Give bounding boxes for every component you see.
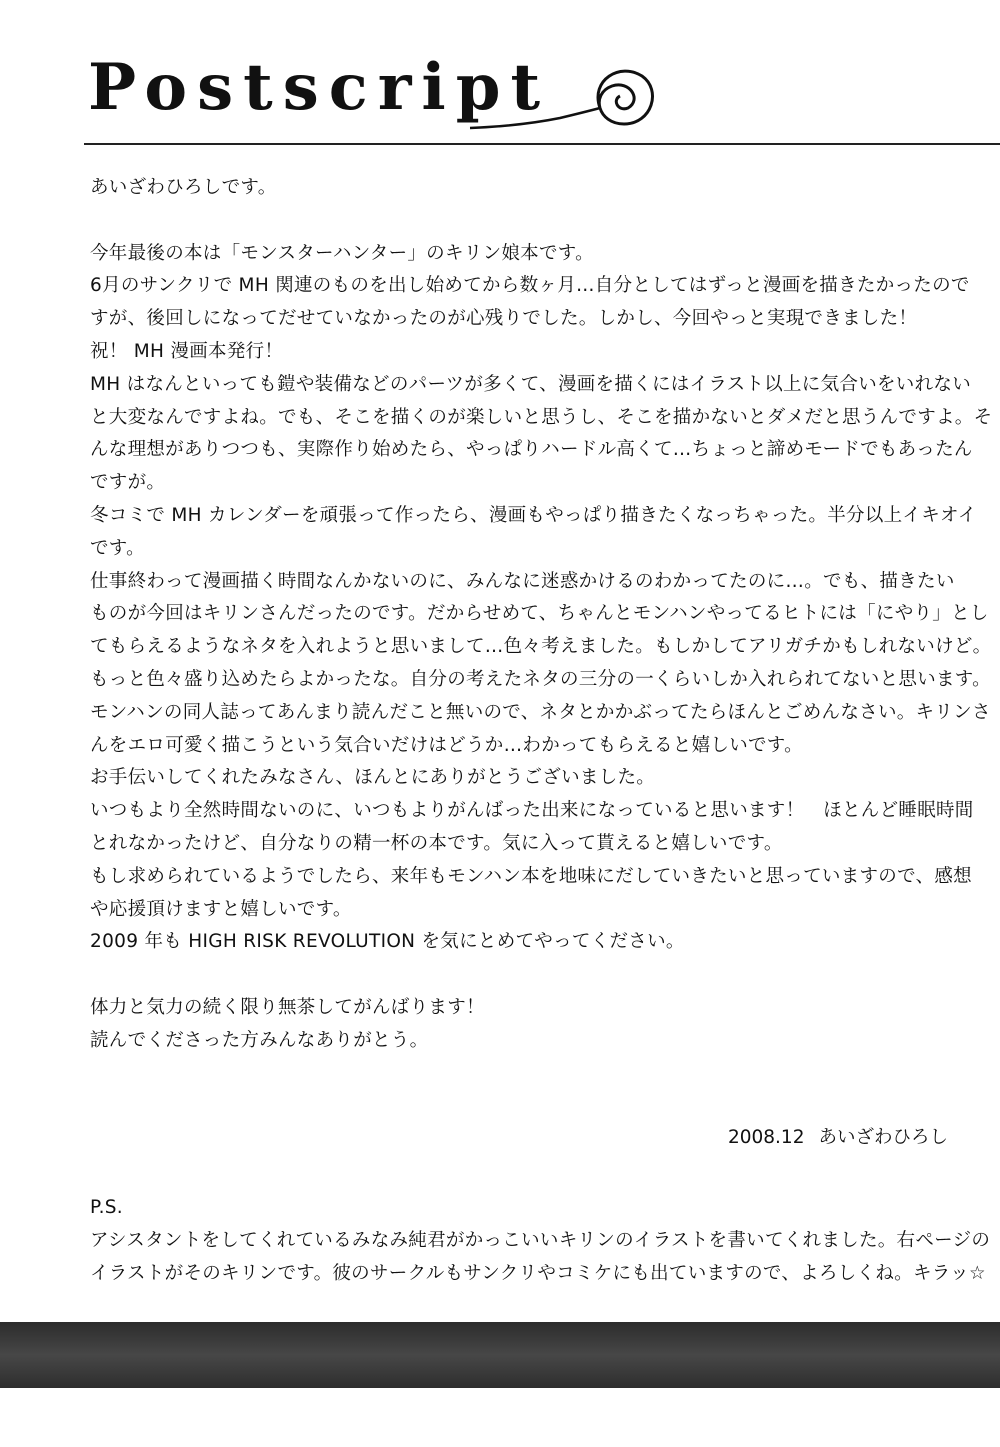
text-line: です。 <box>90 537 145 559</box>
footer-bar <box>0 1322 1000 1388</box>
postscript-ps <box>90 1192 991 1290</box>
signature-date: 2008.12 <box>727 1127 805 1148</box>
text-line: すが、後回しになってだせていなかったのが心残りでした。しかし、今回やっと実現できました！ <box>90 308 918 330</box>
text-line: ものが今回はキリンさんだったのです。だからせめて、ちゃんとモンハンやってるヒトには「にやり」とし <box>90 603 989 625</box>
text-line: てもらえるようなネタを入れようと思いまして…色々考えました。もしかしてアリガチかもしれないけど。 <box>90 636 992 658</box>
text-line: MH はなんといっても鎧や装備などのパーツが多くて、漫画を描くにはイラスト以上に気合いをいれない <box>90 373 971 395</box>
postscript-body <box>90 172 993 1058</box>
text-line: とれなかったけど、自分なりの精一杯の本です。気に入って貰えると嬉しいです。 <box>90 832 783 854</box>
swirl-icon <box>0 0 1000 150</box>
text-line: 読んでくださった方みんなありがとう。 <box>90 1029 429 1051</box>
text-line: 冬コミで MH カレンダーを頑張って作ったら、漫画もやっぱり描きたくなっちゃった。半分以上イキオイ <box>90 504 977 526</box>
header-rule <box>84 143 1000 145</box>
ps-line: アシスタントをしてくれているみなみ純君がかっこいいキリンのイラストを書いてくれました。右ページの <box>90 1229 991 1251</box>
text-line: 体力と気力の続く限り無茶してがんばります！ <box>90 996 485 1018</box>
text-line: 2009 年も HIGH RISK REVOLUTION を気にとめてやってください。 <box>90 931 685 953</box>
text-line <box>90 959 952 992</box>
text-line: もし求められているようでしたら、来年もモンハン本を地味にだしていきたいと思っていますので、感想 <box>90 865 972 887</box>
text-line: んな理想がありつつも、実際作り始めたら、やっぱりハードル高くて…ちょっと諦めモードでもあったん <box>90 439 973 461</box>
text-line: 祝！ MH 漫画本発行！ <box>90 340 284 362</box>
text-line: あいざわひろしです。 <box>90 177 277 198</box>
page-title: Postscript <box>88 50 551 125</box>
text-line: ですが。 <box>90 472 166 494</box>
text-line: モンハンの同人誌ってあんまり読んだこと無いので、ネタとかかぶってたらほんとごめんなさい。キリンさ <box>90 701 991 723</box>
signature-author: あいざわひろし <box>818 1127 948 1148</box>
ps-label: P.S. <box>90 1197 123 1218</box>
text-line <box>90 205 952 238</box>
text-line: もっと色々盛り込めたらよかったな。自分の考えたネタの三分の一くらいしか入れられてないと思います。 <box>90 668 991 690</box>
text-line: や応援頂けますと嬉しいです。 <box>90 898 352 920</box>
text-line: いつもより全然時間ないのに、いつもよりがんばった出来になっていると思います！ ほとんど睡眠時間 <box>90 800 974 822</box>
text-line: 6月のサンクリで MH 関連のものを出し始めてから数ヶ月…自分としてはずっと漫画を描きたかったので <box>90 275 970 297</box>
page-header <box>0 0 1000 150</box>
signature <box>728 1122 948 1155</box>
ps-line: イラストがそのキリンです。彼のサークルもサンクリやコミケにも出ていますので、よろしくね。キラッ☆ <box>90 1262 986 1284</box>
text-line: 今年最後の本は「モンスターハンター」のキリン娘本です。 <box>90 242 594 264</box>
text-line: お手伝いしてくれたみなさん、ほんとにありがとうございました。 <box>90 767 656 789</box>
text-line: 仕事終わって漫画描く時間なんかないのに、みんなに迷惑かけるのわかってたのに…。でも、描きたい <box>90 570 955 592</box>
text-line: んをエロ可愛く描こうという気合いだけはどうか…わかってもらえると嬉しいです。 <box>90 734 803 756</box>
text-line: と大変なんですよね。でも、そこを描くのが楽しいと思うし、そこを描かないとダメだと思うんですよ。そ <box>90 406 993 428</box>
